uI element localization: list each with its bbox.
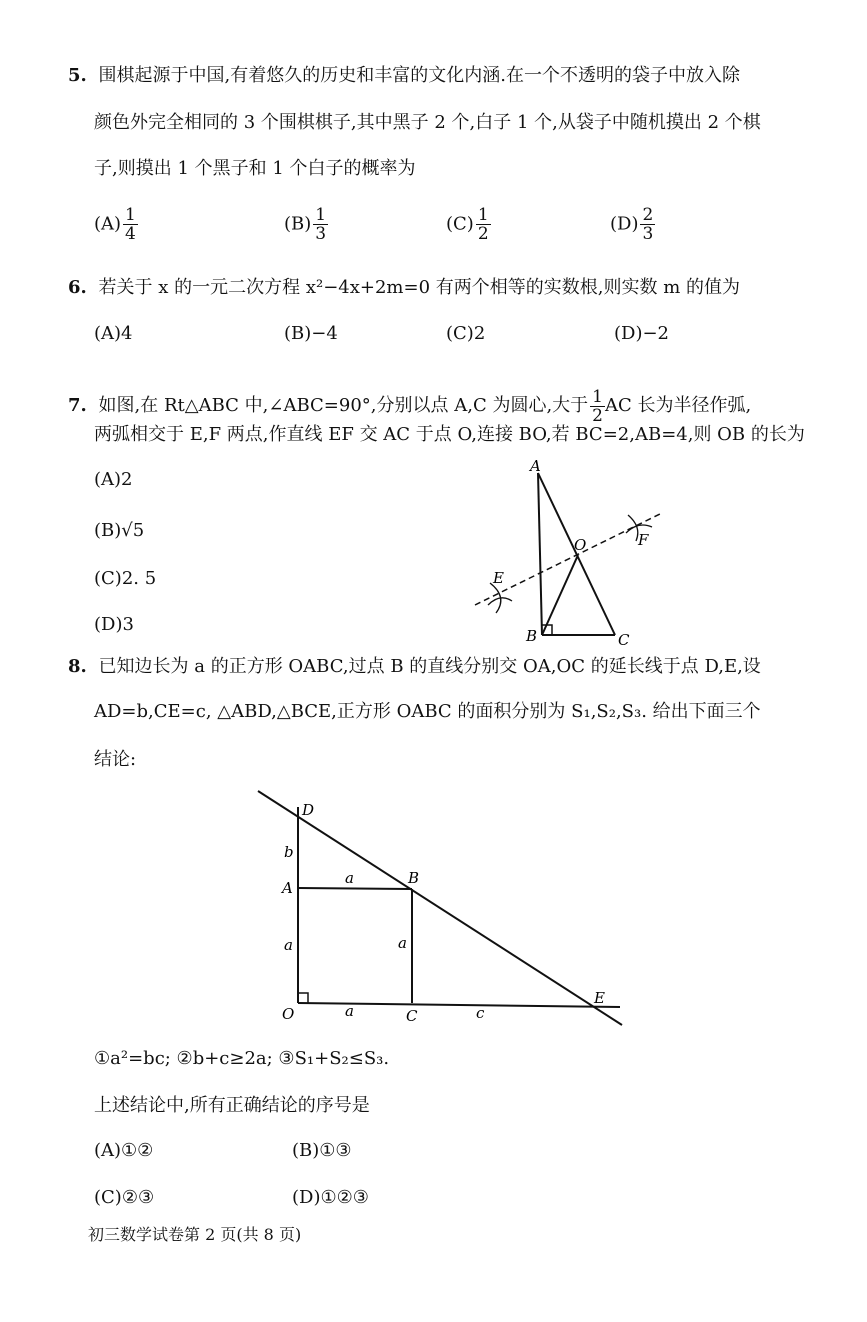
q7-option-c: (C)2. 5 [94,568,157,589]
q8-label-a: A [282,879,293,897]
q8-label-c: C [406,1007,418,1025]
q8-line-2: AD=b,CE=c, △ABD,△BCE,正方形 OABC 的面积分别为 S₁,S₂,S₃. 给出下面三个 [94,701,761,722]
q6-line [68,276,740,300]
q8-label-e: E [594,989,605,1007]
q5-option-c: (C) $\frac{1}{2}$ [446,205,489,244]
q6-option-c: (C)2 [446,323,486,344]
q5-option-d: (D) $\frac{2}{3}$ [610,205,654,244]
q5-number: 5. [68,65,87,86]
q5-text-1: 围棋起源于中国,有着悠久的历史和丰富的文化内涵.在一个不透明的袋子中放入除 [98,65,740,86]
q7-segment-bo [542,555,578,635]
q7-line-2: 两弧相交于 E,F 两点,作直线 EF 交 AC 于点 O,连接 BO,若 BC=2,AB=4,则 OB 的长为 [94,424,805,445]
q8-label-b: B [408,869,420,887]
q6-option-a: (A)4 [94,323,133,344]
q8-side-ab [298,888,412,889]
q7-label-a: A [530,457,541,475]
q7-label-f: F [638,531,649,549]
q8-label-b-length: b [284,843,294,861]
q7-option-b: (B)√5 [94,520,145,541]
q6-option-d: (D)−2 [614,323,670,344]
q6-text: 若关于 x 的一元二次方程 x²−4x+2m=0 有两个相等的实数根,则实数 m 的值为 [98,277,740,298]
q5-line-3: 子,则摸出 1 个黑子和 1 个白子的概率为 [94,158,416,179]
q8-figure [250,785,640,1035]
q7-text-1b: AC 长为半径作弧, [605,395,752,416]
q8-right-angle-mark [298,993,308,1003]
q7-number: 7. [68,395,87,416]
q8-conclusions: ①a²=bc; ②b+c≥2a; ③S₁+S₂≤S₃. [94,1048,390,1069]
q7-line-1 [68,384,751,428]
q8-line-1 [68,655,761,679]
q8-label-a-top: a [345,869,354,887]
q8-prompt: 上述结论中,所有正确结论的序号是 [94,1095,370,1116]
q7-label-c: C [618,631,630,649]
q6-number: 6. [68,277,87,298]
q8-label-d: D [302,801,315,819]
page-footer: 初三数学试卷第 2 页(共 8 页) [88,1225,302,1244]
q8-option-d: (D)①②③ [292,1187,369,1208]
q7-label-o: O [574,536,587,554]
q8-option-b: (B)①③ [292,1140,352,1161]
q8-label-o: O [282,1005,295,1023]
q7-option-a: (A)2 [94,469,133,490]
q7-option-d: (D)3 [94,614,134,635]
q7-side-ab [538,473,542,635]
q7-side-ac [538,473,615,635]
q8-label-c-length: c [476,1004,485,1022]
q7-figure [460,455,680,655]
q5-line-2: 颜色外完全相同的 3 个围棋棋子,其中黑子 2 个,白子 1 个,从袋子中随机摸出 2 个棋 [94,112,761,133]
q8-label-a-bottom: a [345,1002,354,1020]
q8-text-1: 已知边长为 a 的正方形 OABC,过点 B 的直线分别交 OA,OC 的延长线于点 D,E,设 [98,656,761,677]
q8-label-a-left: a [284,936,293,954]
q7-text-1a: 如图,在 Rt△ABC 中,∠ABC=90°,分别以点 A,C 为圆心,大于 [98,395,589,416]
q8-label-a-right: a [398,934,407,952]
q8-option-c: (C)②③ [94,1187,155,1208]
q7-label-e: E [493,569,504,587]
q8-line-de [258,791,622,1025]
q8-line-3: 结论: [94,749,137,770]
q7-label-b: B [526,627,538,645]
q5-option-a: (A) $\frac{1}{4}$ [94,205,136,244]
q5-option-b: (B) $\frac{1}{3}$ [284,205,327,244]
q5-line-1 [68,64,740,88]
q8-number: 8. [68,656,87,677]
q8-option-a: (A)①② [94,1140,154,1161]
q6-option-b: (B)−4 [284,323,338,344]
q7-half-fraction: $\frac{1}{2}$ [592,386,603,426]
